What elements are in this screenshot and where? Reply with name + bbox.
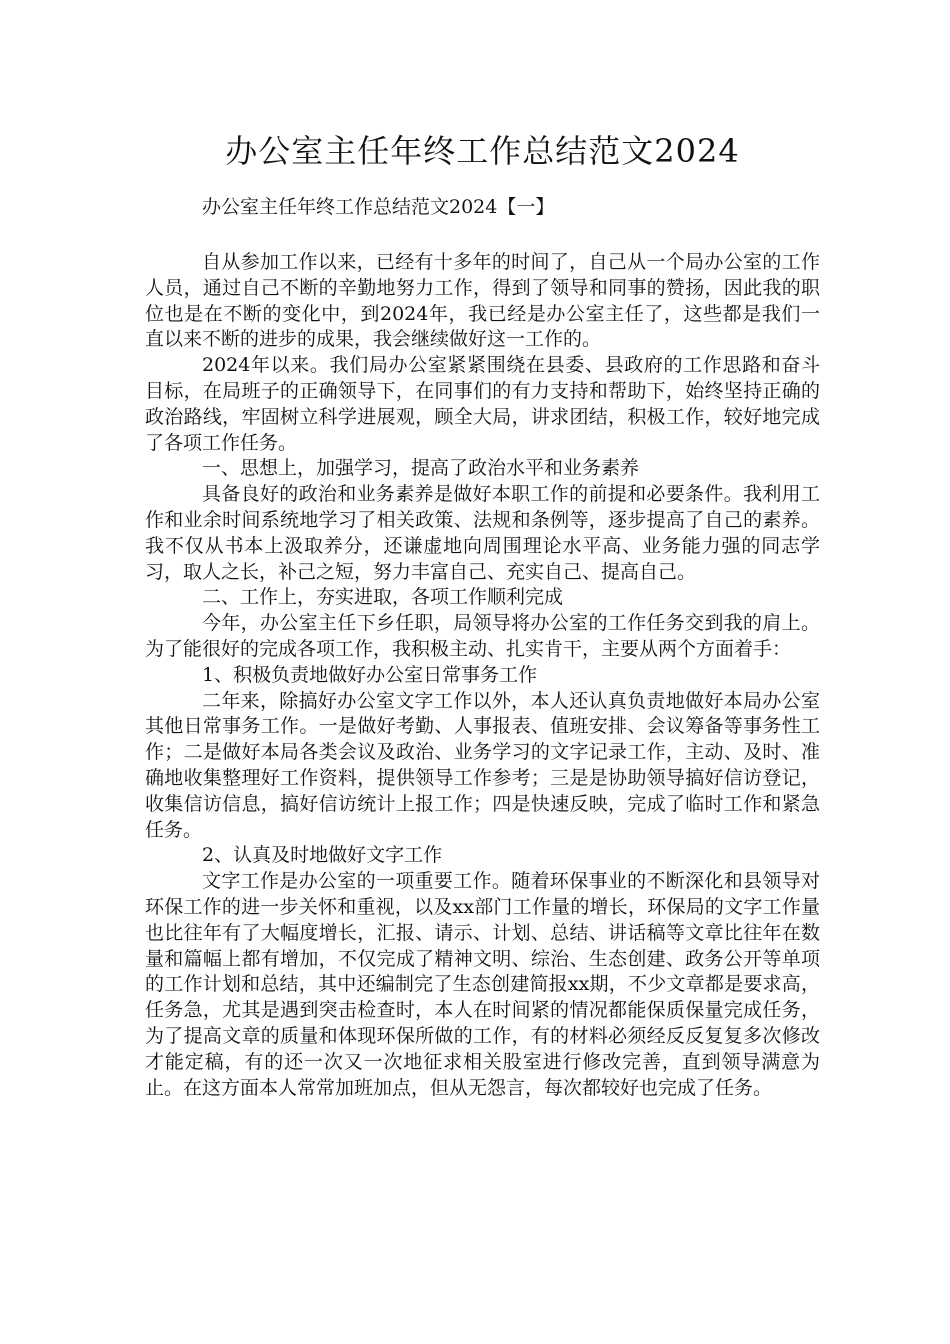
paragraph: 今年，办公室主任下乡任职，局领导将办公室的工作任务交到我的肩上。为了能很好的完成各项工作，我积极主动、扎实肯干，主要从两个方面着手： — [145, 612, 820, 660]
document-subtitle: 办公室主任年终工作总结范文2024【一】 — [202, 196, 555, 218]
section-heading: 一、思想上，加强学习，提高了政治水平和业务素养 — [202, 457, 640, 480]
document-page — [145, 128, 820, 1101]
subsection-heading: 1、积极负责地做好办公室日常事务工作 — [202, 663, 538, 686]
paragraph: 文字工作是办公室的一项重要工作。随着环保事业的不断深化和县领导对环保工作的进一步关怀和重视，以及xx部门工作量的增长，环保局的文字工作量也比往年有了大幅度增长，汇报、请示、计划、总结、讲话稿等文章比往年在数量和篇幅上都有增加，不仅完成了精神文明、综治、生态创建、政务公开等单项的工作计划和总结，其中还编制完了生态创建简报xx期，不少文章都是要求高，任务急，尤其是遇到突击检查时，本人在时间紧的情况都能保质保量完成任务，为了提高文章的质量和体现环保所做的工作，有的材料必须经反反复复多次修改才能定稿，有的还一次又一次地征求相关股室进行修改完善，直到领导满意为止。在这方面本人常常加班加点，但从无怨言，每次都较好也完成了任务。 — [145, 870, 820, 1099]
section-heading: 二、工作上，夯实进取，各项工作顺利完成 — [202, 586, 564, 609]
document-title: 办公室主任年终工作总结范文2024 — [225, 132, 740, 170]
paragraph: 自从参加工作以来，已经有十多年的时间了，自己从一个局办公室的工作人员，通过自己不断的辛勤地努力工作，得到了领导和同事的赞扬，因此我的职位也是在不断的变化中，到2024年，我已经是办公室主任了，这些都是我们一直以来不断的进步的成果，我会继续做好这一工作的。 — [145, 251, 820, 351]
paragraph: 2024年以来。我们局办公室紧紧围绕在县委、县政府的工作思路和奋斗目标，在局班子的正确领导下，在同事们的有力支持和帮助下，始终坚持正确的政治路线，牢固树立科学进展观，顾全大局，讲求团结，积极工作，较好地完成了各项工作任务。 — [145, 354, 820, 454]
paragraph: 二年来，除搞好办公室文字工作以外，本人还认真负责地做好本局办公室其他日常事务工作。一是做好考勤、人事报表、值班安排、会议筹备等事务性工作；二是做好本局各类会议及政治、业务学习的文字记录工作，主动、及时、准确地收集整理好工作资料，提供领导工作参考；三是是协助领导搞好信访登记，收集信访信息，搞好信访统计上报工作；四是快速反映，完成了临时工作和紧急任务。 — [145, 689, 820, 841]
paragraph: 具备良好的政治和业务素养是做好本职工作的前提和必要条件。我利用工作和业余时间系统地学习了相关政策、法规和条例等，逐步提高了自己的素养。我不仅从书本上汲取养分，还谦虚地向周围理论水平高、业务能力强的同志学习，取人之长，补己之短，努力丰富自己、充实自己、提高自己。 — [145, 483, 820, 583]
subsection-heading: 2、认真及时地做好文字工作 — [202, 844, 443, 867]
